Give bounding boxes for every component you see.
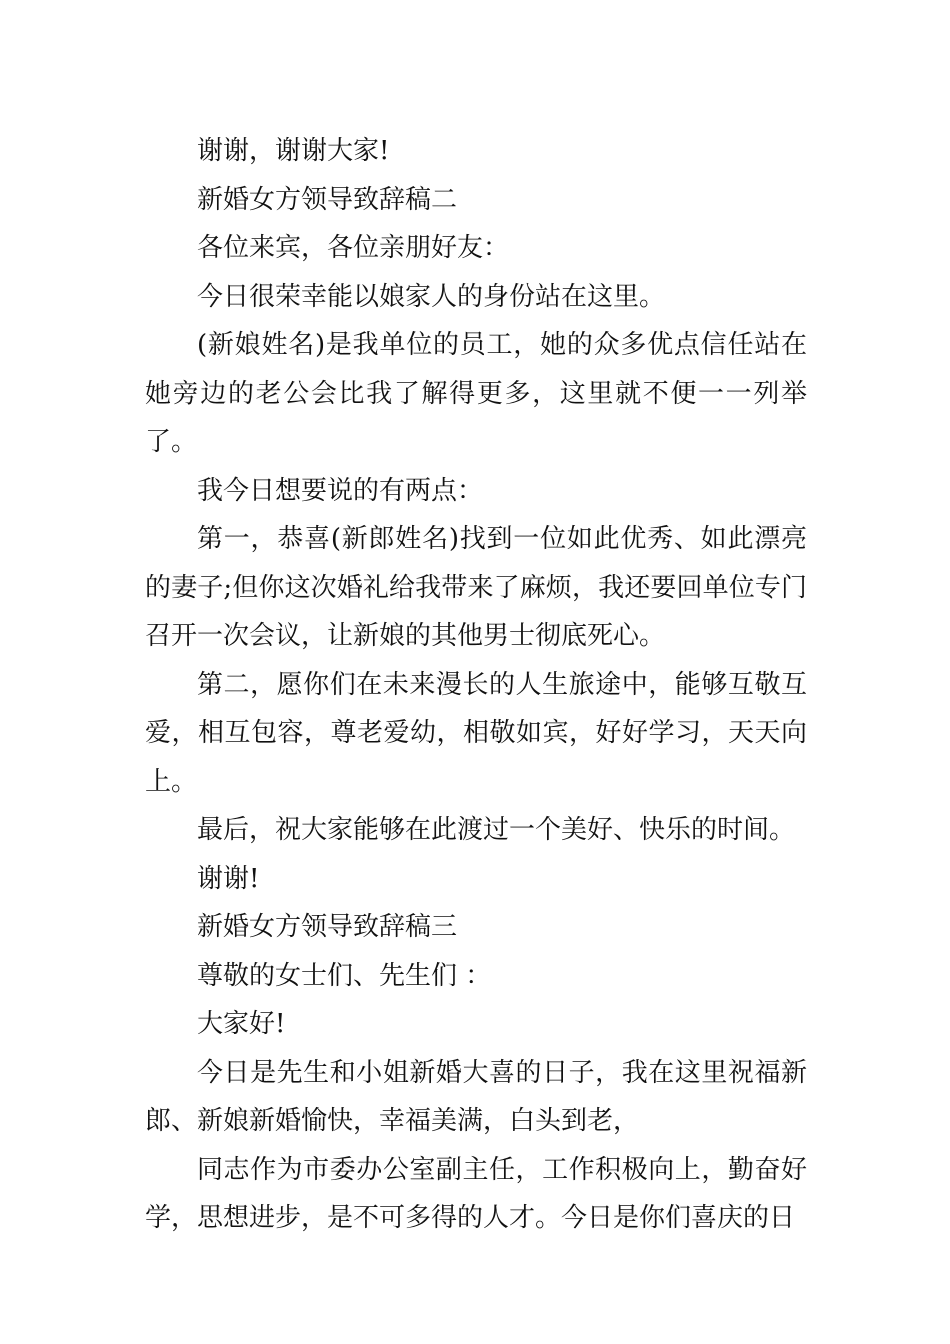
- section-heading-three: 新婚女方领导致辞稿三: [197, 912, 458, 942]
- paragraph-thanks-short: 谢谢!: [197, 863, 260, 894]
- paragraph-bride-intro: (新娘姓名)是我单位的员工，她的众多优点信任站在她旁边的老公会比我了解得更多，这里就不便一一列举了。: [145, 330, 807, 457]
- paragraph-point-one: 第一，恭喜(新郎姓名)找到一位如此优秀、如此漂亮的妻子;但你这次婚礼给我带来了麻烦，我还要回单位专门召开一次会议，让新娘的其他男士彻底死心。: [145, 524, 807, 651]
- paragraph-wedding-day: 今日是先生和小姐新婚大喜的日子，我在这里祝福新郎、新娘新婚愉快，幸福美满，白头到老，: [145, 1057, 807, 1136]
- paragraph-thanks: 谢谢，谢谢大家!: [197, 136, 390, 166]
- paragraph-salutation: 尊敬的女士们、先生们 ：: [197, 960, 492, 991]
- paragraph-two-points: 我今日想要说的有两点：: [197, 475, 484, 506]
- paragraph-colleague: 同志作为市委办公室副主任，工作积极向上，勤奋好学，思想进步，是不可多得的人才。今日是你们喜庆的日: [145, 1154, 807, 1233]
- document-body: [145, 127, 807, 1243]
- paragraph-closing-wish: 最后，祝大家能够在此渡过一个美好、快乐的时间。: [197, 815, 796, 845]
- section-heading-two: 新婚女方领导致辞稿二: [197, 184, 458, 215]
- paragraph-hello: 大家好!: [197, 1009, 286, 1039]
- paragraph-greeting: 各位来宾，各位亲朋好友：: [197, 233, 510, 263]
- paragraph-honor: 今日很荣幸能以娘家人的身份站在这里。: [197, 281, 666, 312]
- paragraph-point-two: 第二，愿你们在未来漫长的人生旅途中，能够互敬互爱，相互包容，尊老爱幼，相敬如宾，好好学习，天天向上。: [145, 669, 807, 797]
